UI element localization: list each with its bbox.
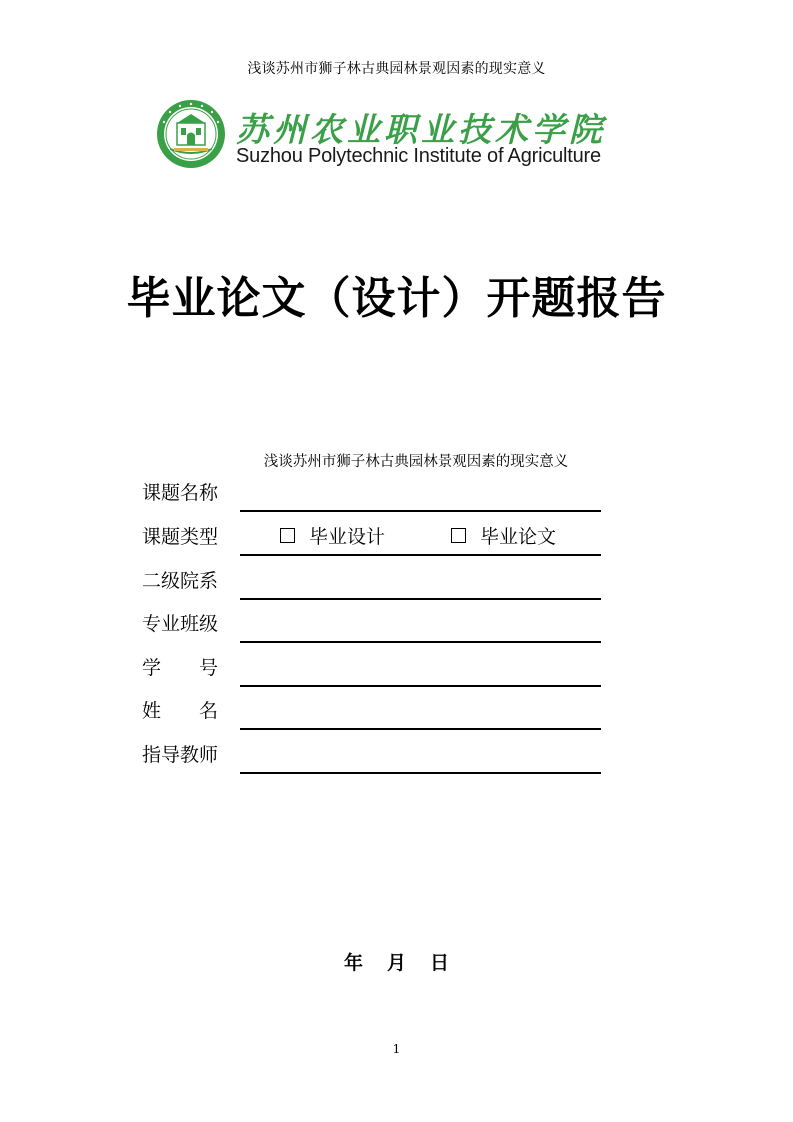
label-name: 姓 名 — [142, 700, 219, 722]
label-department: 二级院系 — [142, 570, 219, 592]
option-thesis-label: 毕业论文 — [480, 526, 557, 548]
label-topic-type: 课题类型 — [142, 526, 219, 548]
date-line — [0, 948, 793, 975]
student-id-line[interactable] — [240, 685, 601, 687]
topic-type-line — [240, 554, 601, 556]
option-design-label: 毕业设计 — [309, 526, 386, 548]
date-day: 日 — [430, 952, 450, 974]
school-emblem-icon — [156, 99, 226, 169]
class-line[interactable] — [240, 641, 601, 643]
label-student-id: 学 号 — [142, 657, 219, 679]
date-month: 月 — [386, 952, 406, 974]
checkbox-design[interactable] — [280, 528, 295, 543]
checkbox-thesis[interactable] — [451, 528, 466, 543]
option-design[interactable] — [280, 522, 385, 549]
school-name-en: Suzhou Polytechnic Institute of Agriculture — [236, 145, 601, 167]
label-topic-name: 课题名称 — [142, 482, 219, 504]
topic-value: 浅谈苏州市狮子林古典园林景观因素的现实意义 — [263, 454, 569, 470]
document-title: 毕业论文（设计）开题报告 — [126, 273, 667, 324]
label-class: 专业班级 — [142, 613, 219, 635]
running-header: 浅谈苏州市狮子林古典园林景观因素的现实意义 — [247, 61, 546, 77]
topic-name-line — [240, 510, 601, 512]
school-name-cn: 苏州农业职业技术学院 — [236, 110, 606, 149]
date-year: 年 — [343, 952, 363, 974]
option-thesis[interactable] — [451, 522, 556, 549]
page-number: 1 — [392, 1042, 401, 1056]
department-line[interactable] — [240, 598, 601, 600]
advisor-line[interactable] — [240, 772, 601, 774]
label-advisor: 指导教师 — [142, 744, 219, 766]
name-line[interactable] — [240, 728, 601, 730]
